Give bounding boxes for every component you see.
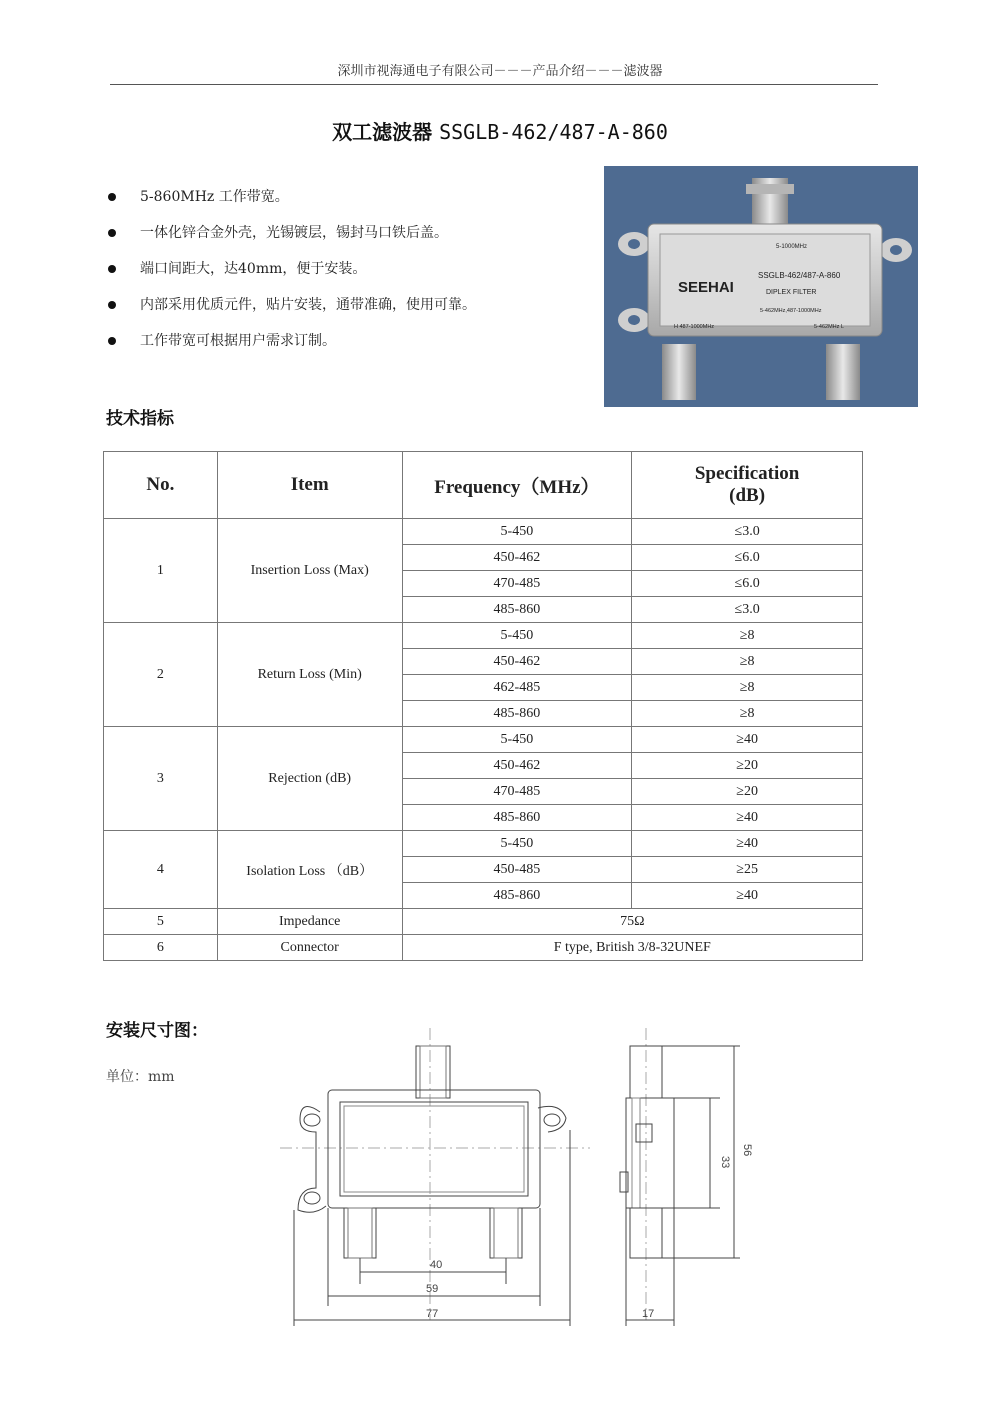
left-ear-outline (298, 1107, 326, 1213)
row-spec: ≥8 (632, 623, 863, 649)
row-spec: ≥40 (632, 831, 863, 857)
row-item: Insertion Loss (Max) (217, 519, 402, 623)
row-spec: ≤3.0 (632, 519, 863, 545)
feature-item: 内部采用优质元件，贴片安装，通带准确，使用可靠。 (104, 294, 476, 330)
col-header-spec (632, 452, 863, 519)
row-value: F type, British 3/8-32UNEF (402, 935, 862, 961)
bottom-left-connector (344, 1208, 376, 1258)
row-frequency: 485-860 (402, 597, 632, 623)
row-item: Return Loss (Min) (217, 623, 402, 727)
row-spec: ≥40 (632, 805, 863, 831)
col-header-frequency: Frequency（MHz） (402, 452, 632, 519)
row-item: Isolation Loss （dB） (217, 831, 402, 909)
row-frequency: 485-860 (402, 883, 632, 909)
row-frequency: 5-450 (402, 831, 632, 857)
side-body (626, 1098, 674, 1208)
row-spec: ≥8 (632, 701, 863, 727)
row-spec: ≥20 (632, 753, 863, 779)
unit-label: 单位：mm (106, 1069, 175, 1085)
row-no: 6 (104, 935, 218, 961)
feature-item: 工作带宽可根据用户需求订制。 (104, 330, 476, 366)
photo-model-label: SSGLB-462/487-A-860 (758, 271, 841, 280)
dim-59: 59 (426, 1283, 439, 1295)
table-row (104, 727, 863, 753)
install-heading: 安装尺寸图： (106, 1021, 208, 1041)
row-spec: ≤3.0 (632, 597, 863, 623)
row-item: Impedance (217, 909, 402, 935)
row-no: 4 (104, 831, 218, 909)
row-spec: ≤6.0 (632, 545, 863, 571)
photo-right-label: 5-462MHz L (814, 324, 844, 330)
left-port (662, 344, 696, 400)
specs-heading: 技术指标 (106, 409, 174, 429)
page-title (0, 116, 1000, 145)
table-row (104, 623, 863, 649)
table-header-row (104, 452, 863, 519)
spec-header-line1: Specification (694, 463, 800, 484)
right-port (826, 344, 860, 400)
row-frequency: 5-450 (402, 519, 632, 545)
product-photo (604, 166, 918, 407)
row-frequency: 470-485 (402, 779, 632, 805)
row-frequency: 462-485 (402, 675, 632, 701)
row-no: 5 (104, 909, 218, 935)
table-row (104, 831, 863, 857)
dim-77: 77 (426, 1308, 439, 1320)
diplexer-illustration (604, 166, 918, 407)
row-spec: ≥40 (632, 727, 863, 753)
col-header-item: Item (217, 452, 402, 519)
dim-56: 56 (741, 1144, 753, 1157)
row-item: Connector (217, 935, 402, 961)
table-row (104, 519, 863, 545)
feature-item: 5-860MHz 工作带宽。 (104, 186, 476, 222)
col-header-no: No. (104, 452, 218, 519)
dimension-drawing (280, 1020, 760, 1330)
page-header: 深圳市视海通电子有限公司－－－产品介绍－－－滤波器 (337, 64, 663, 79)
body-outline (328, 1090, 540, 1208)
row-frequency: 470-485 (402, 571, 632, 597)
feature-item: 一体化锌合金外壳，光锡镀层，锡封马口铁后盖。 (104, 222, 476, 258)
row-spec: ≥20 (632, 779, 863, 805)
photo-brand: SEEHAI (678, 279, 734, 296)
photo-left-label: H 487-1000MHz (674, 324, 715, 330)
photo-top-port-label: 5-1000MHz (776, 244, 808, 250)
header-divider (110, 84, 878, 85)
row-frequency: 450-485 (402, 857, 632, 883)
row-spec: ≥8 (632, 675, 863, 701)
row-frequency: 450-462 (402, 649, 632, 675)
row-spec: ≥8 (632, 649, 863, 675)
row-spec: ≥25 (632, 857, 863, 883)
dim-33: 33 (719, 1156, 731, 1169)
feature-list (104, 186, 476, 366)
bottom-right-connector (490, 1208, 522, 1258)
row-no: 2 (104, 623, 218, 727)
row-item: Rejection (dB) (217, 727, 402, 831)
row-frequency: 5-450 (402, 623, 632, 649)
table-row (104, 909, 863, 935)
row-frequency: 485-860 (402, 805, 632, 831)
row-frequency: 450-462 (402, 753, 632, 779)
title-prefix: 双工滤波器 (332, 120, 433, 144)
row-value: 75Ω (402, 909, 862, 935)
spec-header-line2: (dB) (729, 485, 766, 506)
dim-17: 17 (642, 1308, 655, 1320)
dim-40: 40 (430, 1259, 443, 1271)
row-spec: ≥40 (632, 883, 863, 909)
title-model: SSGLB-462/487-A-860 (439, 120, 668, 144)
row-frequency: 485-860 (402, 701, 632, 727)
side-view (620, 1028, 753, 1326)
row-frequency: 5-450 (402, 727, 632, 753)
right-ear-outline (538, 1106, 566, 1132)
row-no: 1 (104, 519, 218, 623)
photo-range-label: 5-462MHz,487-1000MHz (760, 308, 822, 314)
row-spec: ≤6.0 (632, 571, 863, 597)
feature-item: 端口间距大，达40mm，便于安装。 (104, 258, 476, 294)
spec-table (103, 451, 863, 961)
front-view (280, 1028, 590, 1326)
row-no: 3 (104, 727, 218, 831)
table-row (104, 935, 863, 961)
row-frequency: 450-462 (402, 545, 632, 571)
photo-desc-label: DIPLEX FILTER (766, 289, 817, 296)
